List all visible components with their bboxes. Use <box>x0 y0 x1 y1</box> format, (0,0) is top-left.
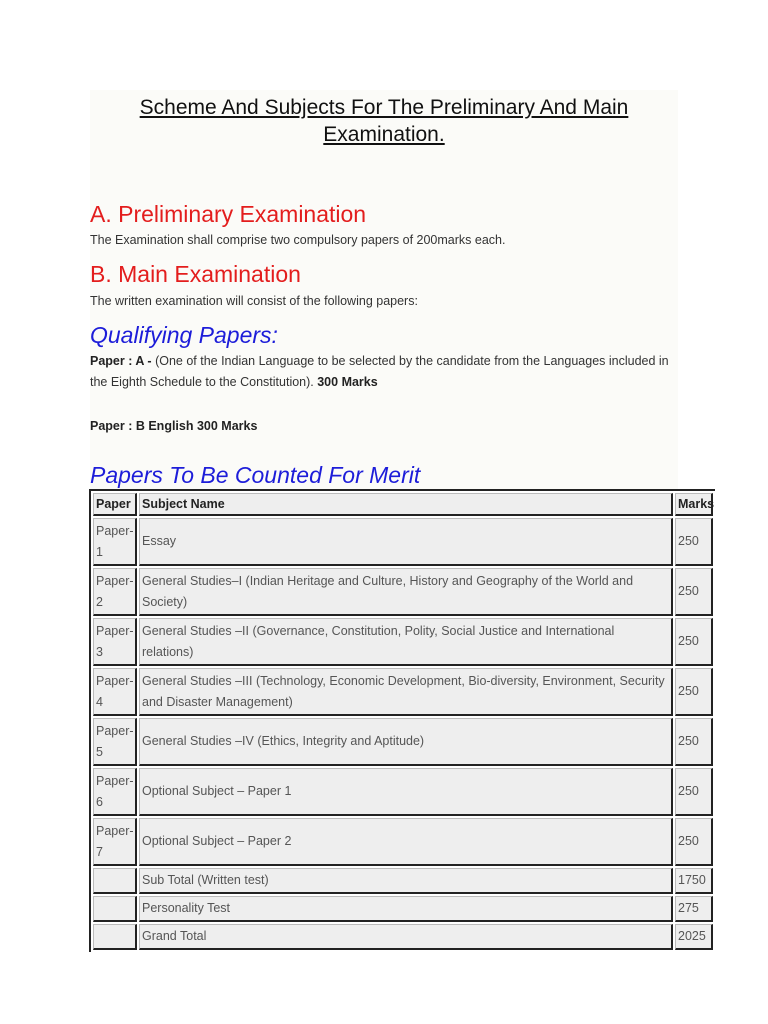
paper-cell <box>93 896 137 922</box>
page-title: Scheme And Subjects For The Preliminary And Main Examination. <box>139 96 629 146</box>
marks-cell: 250 <box>675 718 713 766</box>
table-header-row <box>93 493 713 516</box>
marks-cell: 275 <box>675 896 713 922</box>
subject-cell: Grand Total <box>139 924 673 950</box>
marks-cell: 250 <box>675 618 713 666</box>
paper-cell: Paper-6 <box>93 768 137 816</box>
column-header-paper: Paper <box>93 493 137 516</box>
main-text: The written examination will consist of the following papers: <box>90 294 418 308</box>
paper-a-marks: 300 Marks <box>317 375 378 389</box>
prelim-heading: A. Preliminary Examination <box>90 201 367 227</box>
subject-cell: General Studies –IV (Ethics, Integrity and Aptitude) <box>139 718 673 766</box>
subject-cell: Personality Test <box>139 896 673 922</box>
paper-cell: Paper-3 <box>93 618 137 666</box>
table-row <box>93 668 713 716</box>
paper-cell <box>93 924 137 950</box>
paper-b-text: Paper : B English 300 Marks <box>90 419 258 433</box>
total-row <box>93 896 713 922</box>
paper-cell: Paper-2 <box>93 568 137 616</box>
paper-cell <box>93 868 137 894</box>
subject-cell: Essay <box>139 518 673 566</box>
paper-cell: Paper-7 <box>93 818 137 866</box>
marks-cell: 250 <box>675 568 713 616</box>
paper-cell: Paper-5 <box>93 718 137 766</box>
total-row <box>93 868 713 894</box>
marks-cell: 2025 <box>675 924 713 950</box>
subject-cell: General Studies –III (Technology, Economic Development, Bio-diversity, Environment, Security and Disaster Management) <box>139 668 673 716</box>
table-row <box>93 818 713 866</box>
table-row <box>93 568 713 616</box>
paper-a-paragraph <box>90 351 680 393</box>
qualifying-heading: Qualifying Papers: <box>90 322 278 348</box>
table-row <box>93 518 713 566</box>
paper-cell: Paper-1 <box>93 518 137 566</box>
marks-cell: 250 <box>675 818 713 866</box>
column-header-marks: Marks <box>675 493 713 516</box>
subject-cell: General Studies–I (Indian Heritage and Culture, History and Geography of the World and Society) <box>139 568 673 616</box>
table-row <box>93 768 713 816</box>
table-row <box>93 618 713 666</box>
column-header-subject: Subject Name <box>139 493 673 516</box>
marks-cell: 250 <box>675 668 713 716</box>
merit-heading: Papers To Be Counted For Merit <box>90 462 421 488</box>
prelim-text: The Examination shall comprise two compulsory papers of 200marks each. <box>90 233 506 247</box>
subject-cell: Optional Subject – Paper 1 <box>139 768 673 816</box>
marks-cell: 250 <box>675 768 713 816</box>
paper-b-paragraph <box>90 416 680 437</box>
marks-cell: 250 <box>675 518 713 566</box>
paper-cell: Paper-4 <box>93 668 137 716</box>
marks-cell: 1750 <box>675 868 713 894</box>
merit-table <box>89 489 715 952</box>
subject-cell: General Studies –II (Governance, Constitution, Polity, Social Justice and International relations) <box>139 618 673 666</box>
paper-a-label: Paper : A - <box>90 354 156 368</box>
paper-a-text: (One of the Indian Language to be selected by the candidate from the Languages included in the Eighth Schedule to the Constitution). <box>90 354 669 389</box>
subject-cell: Optional Subject – Paper 2 <box>139 818 673 866</box>
subject-cell: Sub Total (Written test) <box>139 868 673 894</box>
main-heading: B. Main Examination <box>90 261 301 287</box>
total-row <box>93 924 713 950</box>
table-row <box>93 718 713 766</box>
